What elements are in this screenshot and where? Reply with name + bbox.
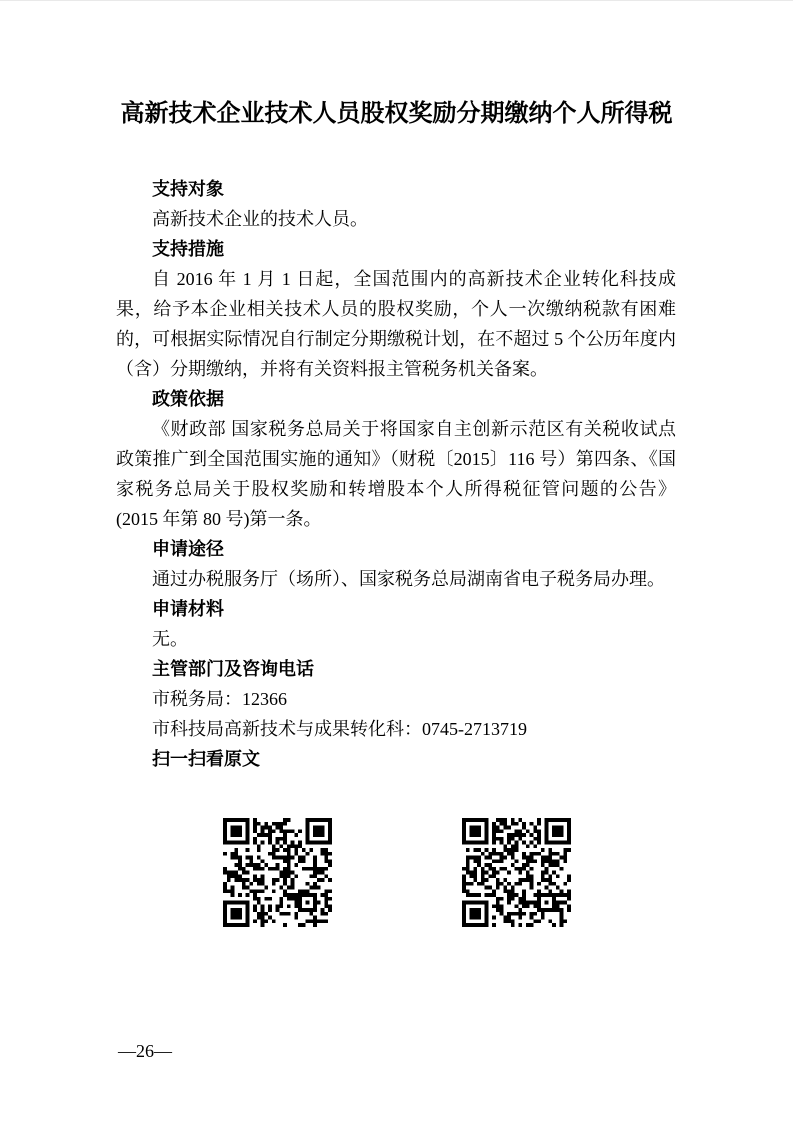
body-application-channel: 通过办税服务厅（场所）、国家税务总局湖南省电子税务局办理。 — [152, 569, 665, 589]
page-number: —26— — [118, 1041, 172, 1061]
body-support-target: 高新技术企业的技术人员。 — [152, 209, 368, 229]
heading-application-channel: 申请途径 — [152, 539, 224, 559]
heading-scan-original: 扫一扫看原文 — [152, 749, 260, 769]
qr-code-right-icon — [462, 818, 571, 927]
document-content — [116, 174, 676, 927]
body-support-measures: 自 2016 年 1 月 1 日起，全国范围内的高新技术企业转化科技成果，给予本企业相关技术人员的股权奖励，个人一次缴纳税款有困难的，可根据实际情况自行制定分期缴税计划，在不超过 5 个公历年度内（含）分期缴纳，并将有关资料报主管税务机关备案。 — [116, 269, 676, 379]
qr-row — [116, 818, 676, 927]
heading-departments: 主管部门及咨询电话 — [152, 659, 314, 679]
heading-policy-basis: 政策依据 — [152, 389, 224, 409]
heading-application-materials: 申请材料 — [152, 599, 224, 619]
heading-support-measures: 支持措施 — [152, 239, 224, 259]
document-title: 高新技术企业技术人员股权奖励分期缴纳个人所得税 — [120, 101, 673, 127]
heading-support-target: 支持对象 — [152, 179, 224, 199]
qr-code-left-icon — [223, 818, 332, 927]
body-application-materials: 无。 — [152, 629, 188, 649]
department-line-science-bureau: 市科技局高新技术与成果转化科：0745-2713719 — [152, 719, 527, 739]
department-line-tax-bureau: 市税务局：12366 — [152, 689, 287, 709]
body-policy-basis: 《财政部 国家税务总局关于将国家自主创新示范区有关税收试点政策推广到全国范围实施的通知》（财税〔2015〕116 号）第四条、《国家税务总局关于股权奖励和转增股本个人所得税征管问题的公告》(2015 年第 80 号)第一条。 — [116, 419, 676, 529]
